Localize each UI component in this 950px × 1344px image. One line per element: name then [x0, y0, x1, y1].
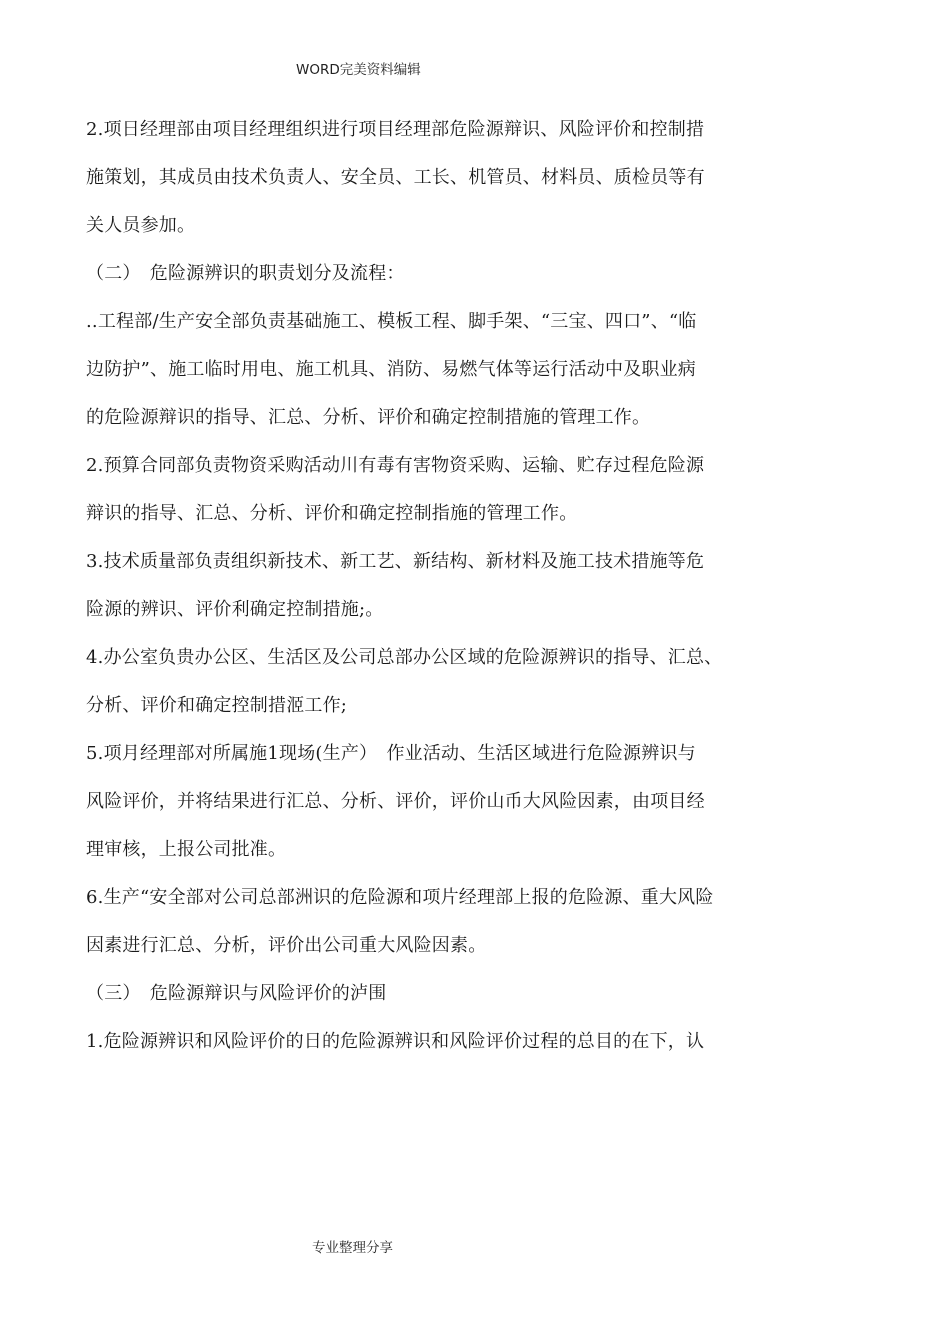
body-line: 施策划，其成员由技术负责人、安全员、工长、机管员、材料员、质检员等有	[86, 167, 705, 188]
body-line: 边防护”、施工临时用电、施工机具、消防、易燃气体等运行活动中及职业病	[86, 359, 696, 380]
body-line: 理审核，上报公司批准。	[86, 839, 287, 860]
body-line: 关人员参加。	[86, 215, 196, 236]
body-line: 3.技术质量部负责组织新技术、新工艺、新结构、新材料及施工技术措施等危	[86, 551, 705, 572]
body-line: 风险评价，并将结果进行汇总、分析、评价，评价山币大风险因素，由项目经	[86, 791, 705, 812]
body-line: 1.危险源辨识和风险评价的日的危险源辨识和风险评价过程的总目的在下，认	[86, 1031, 705, 1052]
body-line: ..工程部/生产安全部负责基础施工、模板工程、脚手架、“三宝、四口”、“临	[86, 311, 697, 332]
section-heading: （三） 危险源辩识与风险评价的泸围	[86, 983, 387, 1004]
body-line: 2.项日经理部由项目经理组织进行项目经理部危险源辩识、风险评价和控制措	[86, 119, 705, 140]
body-line: 2.预算合同部负责物资采购活动川有毒有害物资采购、运输、贮存过程危险源	[86, 455, 705, 476]
body-line: 4.办公室负贵办公区、生活区及公司总部办公区域的危险源辨识的指导、汇总、	[86, 647, 723, 668]
body-line: 辩识的指导、汇总、分析、评价和确定控制指施的管理工作。	[86, 503, 578, 524]
page-footer: 专业整理分享	[312, 1240, 393, 1256]
body-line: 因素进行汇总、分析，评价出公司重大风险因素。	[86, 935, 487, 956]
body-line: 的危险源辩识的指导、汇总、分析、评价和确定控制措施的管理工作。	[86, 407, 651, 428]
body-line: 险源的辨识、评价利确定控制措施;。	[86, 599, 384, 620]
body-line: 分析、评价和确定控制措洍工作;	[86, 695, 348, 716]
page-header: WORD完美资料编辑	[296, 62, 421, 78]
body-line: 5.项月经理部对所属施1现场(生产） 作业活动、生活区域进行危险源辨识与	[86, 743, 696, 764]
section-heading: （二） 危险源辨识的职责划分及流程：	[86, 263, 405, 284]
body-line: 6.生产“安全部对公司总部洲识的危险源和项片经理部上报的危险源、重大风险	[86, 887, 714, 908]
